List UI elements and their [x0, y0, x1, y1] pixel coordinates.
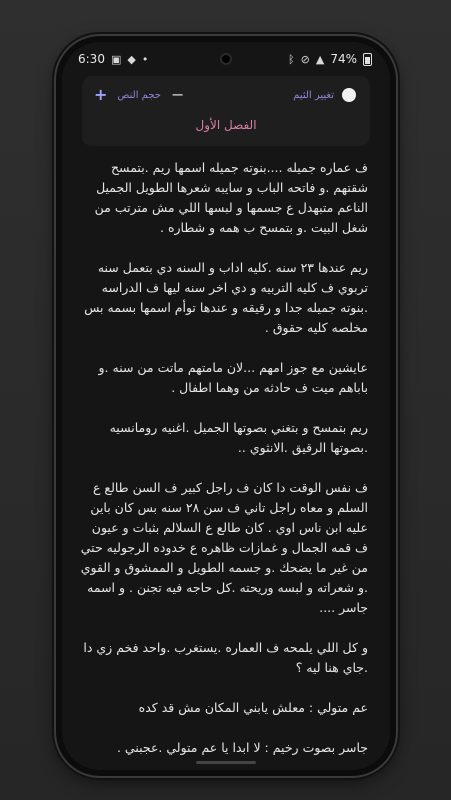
front-camera	[220, 53, 232, 65]
paragraph: ف نفس الوقت دا كان ف راجل كبير ف السن طالع ع السلم و معاه راجل تاني ف سن ٢٨ سنه بس كان باين عليه ابن ناس اوي . كان طالع ع السلالم بثبات و عيون ف قمه الجمال و غمازات ظاهره ع خدوده الرجوليه حتي من غير ما يضحك .و جسمه الطويل و الممشوق و القوي .و شعراته و لبسه وريحته .كل حاجه فيه تجنن . و اسمه جاسر ....	[80, 480, 368, 615]
paragraph: ف عماره جميله ....بنوته جميله اسمها ريم .بتمسح شقتهم .و فاتحه الباب و سايبه شعرها الطويل الجميل الناعم متبهدل ع جسمها و لبسها اللي مش مترتب من شغل البيت .و بتمسح ب همه و شطاره .	[94, 160, 368, 235]
paragraph: جاسر بصوت رخيم : لا ابدا يا عم متولي .عجبني .	[116, 740, 368, 755]
decrease-font-button[interactable]: −	[170, 85, 185, 104]
dot-notification-icon: •	[141, 52, 149, 66]
theme-control[interactable]	[293, 88, 356, 102]
signal-icon: ▲	[315, 52, 325, 66]
paragraph: عايشين مع جوز امهم ...لان مامتهم ماتت من سنه .و باباهم ميت ف حادثه من وهما اطفال .	[98, 360, 368, 395]
toolbar-controls	[94, 86, 356, 104]
font-size-control	[94, 87, 184, 103]
mute-icon: ⊘	[300, 52, 310, 66]
theme-toggle-icon[interactable]	[342, 88, 356, 102]
status-time: 6:30	[78, 52, 105, 66]
paragraph: و كل اللي يلمحه ف العماره .يستغرب .واحد فخم زي دا .جاي هنا ليه ؟	[83, 640, 368, 675]
phone-frame	[56, 36, 396, 776]
change-theme-label[interactable]: تغيير الثيم	[293, 89, 334, 101]
paragraph: عم متولي : معلش يابني المكان مش قد كده	[138, 700, 368, 715]
status-right	[288, 52, 372, 66]
shield-notification-icon: ◆	[127, 52, 136, 66]
paragraph: ريم عندها ٢٣ سنه .كليه اداب و السنه دي بتعمل سنه تربوي ف كليه التربيه و دي اخر سنه ليها ف الدراسه .بنوته جميله جدا و رقيقه و عندها توأم اسمها بسمه بس مخلصه كليه حقوق .	[84, 260, 368, 335]
reader-toolbar	[82, 76, 370, 146]
chapter-text[interactable]	[80, 158, 368, 770]
chapter-title: الفصل الأول	[195, 118, 257, 132]
battery-icon	[363, 53, 372, 66]
battery-percentage: 74%	[330, 52, 357, 66]
gesture-bar	[196, 761, 256, 764]
status-left	[78, 52, 148, 66]
phone-screen	[62, 42, 390, 770]
increase-font-button[interactable]: +	[94, 85, 108, 104]
paragraph: ريم بتمسح و بتغني بصوتها الجميل .اغنيه رومانسيه .بصوتها الرقيق .الانثوي ..	[109, 420, 368, 455]
font-size-label: حجم النص	[117, 89, 161, 101]
status-bar	[62, 42, 390, 76]
gallery-notification-icon: ▣	[110, 52, 122, 66]
bluetooth-icon: ᛒ	[288, 52, 295, 66]
